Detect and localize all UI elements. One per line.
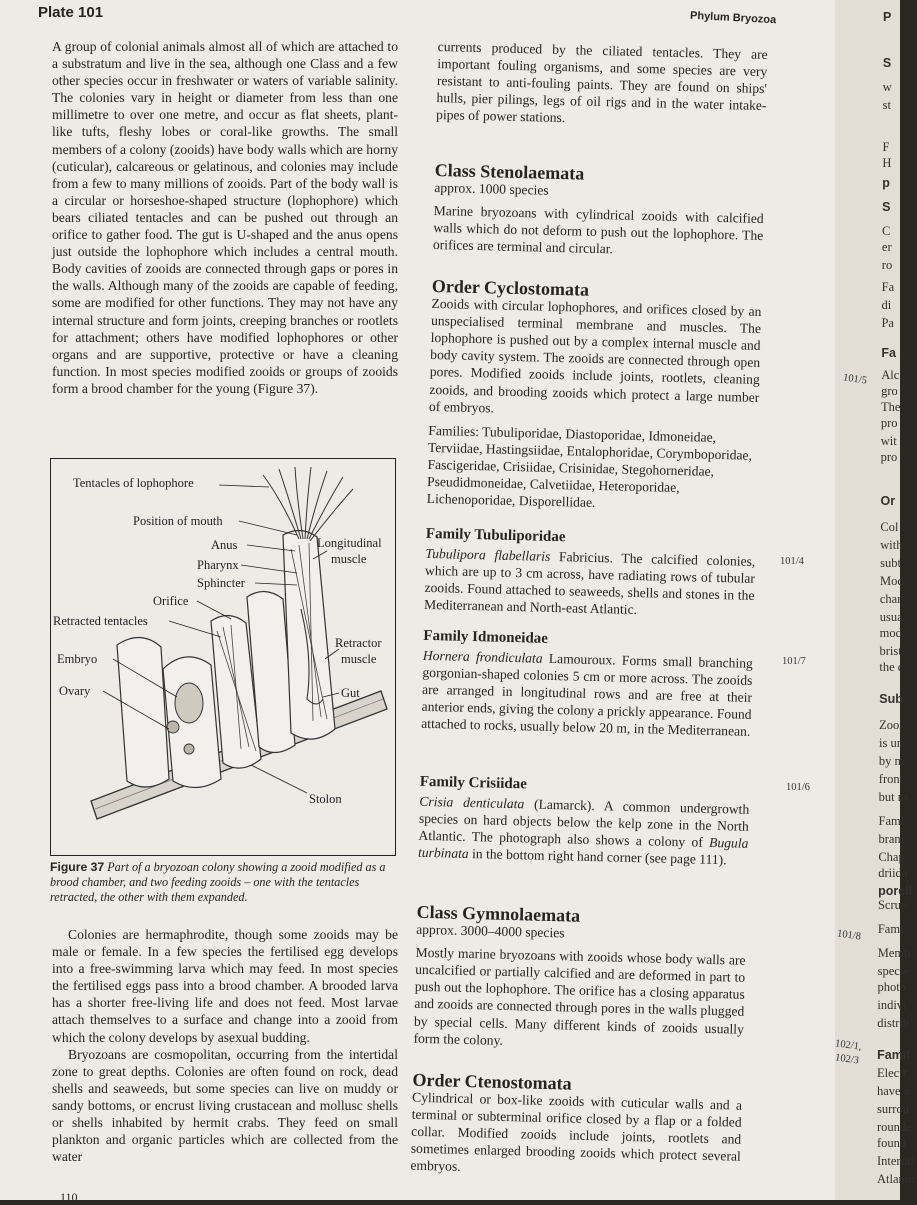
next-page-stub: Moc	[880, 574, 903, 588]
label-anus: Anus	[211, 538, 238, 552]
paragraph-cosmopolitan: Bryozoans are cosmopolitan, occurring from the intertidal zone to great depths. Colonies are often found on rock, dead shells and seaweeds, but some species can live on muddy or sandy bottoms, or encrust living crustacean and mollusc shells or shells inhabited by hermit crabs. They feed on small plankton and organic particles which are collected from the water	[52, 1046, 398, 1165]
next-page-stub: indivi	[877, 998, 907, 1012]
next-page-stub: p	[882, 176, 890, 190]
next-page-edge	[834, 0, 917, 1200]
hornera-author: Lamouroux.	[548, 650, 616, 668]
next-page-stub: C	[882, 224, 891, 238]
right-column	[410, 38, 768, 1175]
order-cyclostomata-text: Zooids with circular lophophores, and orifices closed by an unspecialised terminal membrane and muscles. The lophophore is pushed out by a complex internal muscle and body cavity system. The zooids are connected through open pores. Modified zooids include joints, rootlets, cleaning zooids, and brooding zooids which protect a large number of embryos.	[428, 296, 762, 416]
next-page-stub: Zooi	[879, 718, 903, 732]
next-page-stub: char	[879, 592, 902, 606]
family-crisiidae	[418, 774, 750, 877]
continued-text: currents produced by the ciliated tentacles. They are important fouling organisms, and some species are very resistant to anti-fouling paints. They are found on ships' hulls, pier pilings, legs of oil rigs and in the water intake-pipes of power stations.	[435, 38, 768, 126]
label-retracted: Retracted tentacles	[53, 614, 148, 628]
next-page-text-stubs	[877, 0, 917, 1200]
next-page-stub: subt	[880, 556, 901, 570]
class-gymnolaemata	[413, 901, 747, 1062]
plate-header: Plate 101	[38, 4, 104, 21]
next-page-stub: distrib	[877, 1016, 910, 1030]
next-page-stub: brani	[878, 832, 905, 846]
label-longitudinal: Longitudinal	[317, 536, 382, 550]
order-cyclostomata-title: Order Cyclostomata	[431, 275, 590, 300]
next-page-stub: specie	[877, 964, 909, 978]
label-pharynx: Pharynx	[197, 558, 239, 572]
next-page-stub: brist	[879, 644, 902, 658]
next-page-stub: pro	[880, 450, 898, 464]
family-tubuliporidae	[424, 526, 756, 629]
crisia-text-end: in the bottom right hand corner (see page 111).	[471, 846, 727, 868]
left-column	[52, 38, 398, 404]
order-cyclostomata-families: Families: Tubuliporidae, Diastoporidae, Idmoneidae, Terviidae, Hastingsiidae, Entalophoridae, Corymboporidae, Fascigeridae, Crisiidae, Crisinidae, Stegohorneridae, Pseudidmoneidae, Calvetiidae, Heteroporidae, Lichenoporidae, Disporellidae.	[426, 422, 753, 511]
next-page-stub: photo	[877, 980, 906, 994]
class-gymnolaemata-text: Mostly marine bryozoans with zooids whose body walls are uncalcified or partially calcified and are deformed in part to push out the lophophore. The orifice has a closing apparatus and zooids are connected through pores in the walls plugged by special cells. Many different kinds of zooids usually form the colony.	[413, 944, 746, 1048]
next-page-stub: rounde	[877, 1120, 912, 1134]
label-retractor: Retractor	[335, 636, 382, 650]
next-page-stub: Sub	[879, 692, 903, 706]
ref-101-7: 101/7	[782, 656, 806, 667]
next-page-stub: wit	[880, 434, 897, 448]
next-page-stub: Scrup	[877, 898, 908, 912]
label-ovary: Ovary	[59, 684, 91, 698]
ref-101-6: 101/6	[786, 782, 810, 793]
tubulipora-text: The calcified colonies, which are up to 3 cm across, have radiating rows of tubular zooids. Found attached to seaweeds, shells and stones in the Mediterranean and North-east Atlantic.	[423, 550, 756, 618]
class-stenolaemata	[432, 159, 765, 269]
next-page-stub: but m	[878, 790, 908, 804]
next-page-stub: pro	[880, 416, 898, 430]
paragraph-hermaphrodite: Colonies are hermaphrodite, though some zooids may be male or female. In a few species the fertilised egg develops into a free-swimming larva which may feed. In most species the fertilised eggs pass into a brood chamber. A brooded larva has a shorter free-living life and does not feed. Most larvae attach themselves to a surface and change into a zooid from which the colony develops by asexual budding.	[52, 927, 398, 1045]
label-stolon: Stolon	[309, 792, 342, 806]
next-page-stub: mod	[879, 626, 902, 640]
class-stenolaemata-count: approx. 1000 species	[434, 180, 549, 198]
next-page-stub: the c	[879, 660, 904, 674]
left-column-lower	[52, 926, 398, 1172]
next-page-stub: Intertid	[877, 1154, 914, 1168]
crisia-species: Crisia denticulata	[419, 793, 525, 812]
hornera-species: Hornera frondiculata	[422, 647, 543, 666]
next-page-stub: er	[881, 240, 892, 254]
class-gymnolaemata-title: Class Gymnolaemata	[416, 901, 581, 926]
crisia-author: (Lamarck).	[533, 796, 595, 814]
label-muscle1: muscle	[331, 552, 367, 566]
next-page-stub: H	[882, 156, 892, 170]
next-page-stub: Electr	[877, 1066, 907, 1080]
class-stenolaemata-title: Class Stenolaemata	[434, 159, 585, 184]
tubulipora-species: Tubulipora flabellaris	[425, 545, 551, 564]
label-orifice: Orifice	[153, 594, 189, 608]
next-page-stub: Famil	[877, 1048, 910, 1062]
next-page-stub: found	[877, 1136, 907, 1150]
next-page-stub: Col	[880, 520, 899, 534]
next-page-stub: Atlantic	[877, 1172, 917, 1186]
figure-37	[50, 458, 396, 856]
next-page-stub: st	[882, 98, 891, 112]
ref-102-1: 102/1,	[834, 1038, 863, 1053]
class-stenolaemata-text: Marine bryozoans with cylindrical zooids with calcified walls which do not deform to push out the lophophore. The orifices are terminal and circular.	[432, 203, 764, 257]
next-page-stub: Or	[880, 494, 896, 508]
empty-zooid	[117, 637, 169, 787]
next-page-stub: S	[882, 56, 892, 70]
embryo-shape	[175, 683, 203, 723]
next-page-stub: Fa	[881, 346, 896, 360]
intro-paragraph: A group of colonial animals almost all of which are attached to a substratum and live in the sea, although one Class and a few other species occur in freshwater or waters of variable salinity. The colonies vary in height or diameter from less than one millimetre to over one metre, and occur as flat sheets, plant-like tufts, fleshy lobes or coral-like growths. The small members of a colony (zooids) have body walls which are horny (cuticular), calcareous or gelatinous, and colonies may include from a few to many millions of zooids. Part of the body wall is a circular or horseshoe-shaped structure (lophophore) which bears ciliated tentacles and can be pushed out through an orifice to gather food. The gut is U-shaped and the anus opens just outside the lophophore which includes a central mouth. Body cavities of zooids are connected through gaps or pores in the walls. Although many of the zooids are capable of feeding, some are modified for other functions. They may not have any internal structure and form joints, creeping branches or rootlets for attachment; others have modified lophophores or other organs and are supportive, protective or have a cleaning function. In most species modified zooids or groups of zooids form a brood chamber for the young (Figure 37).	[52, 39, 398, 396]
order-ctenostomata-title: Order Ctenostomata	[412, 1069, 572, 1094]
family-tubuliporidae-title: Family Tubuliporidae	[425, 525, 566, 546]
next-page-stub: usua	[879, 610, 903, 624]
next-page-stub: S	[882, 200, 891, 214]
next-page-stub: Fa	[881, 280, 895, 294]
family-idmoneidae-title: Family Idmoneidae	[423, 627, 549, 647]
label-muscle2: muscle	[341, 652, 377, 666]
next-page-stub: Pa	[881, 316, 894, 330]
next-page-stub: driida	[878, 866, 908, 880]
next-page-stub: Chap	[878, 850, 905, 864]
next-page-stub: The	[880, 400, 901, 414]
next-page-stub: di	[881, 298, 892, 312]
label-embryo: Embryo	[57, 652, 98, 666]
order-ctenostomata	[410, 1069, 743, 1190]
figure-caption	[50, 860, 402, 905]
ref-101-8: 101/8	[836, 928, 862, 943]
next-page-stub: Fami	[877, 922, 904, 936]
family-idmoneidae	[421, 628, 754, 748]
next-page-stub: with	[880, 538, 903, 552]
next-page-stub: surrou	[877, 1102, 909, 1116]
page-number: 110	[60, 1190, 78, 1204]
crisia-text: A common undergrowth species on hard objects below the kelp zone in the North Atlantic. The photograph also shows a colony of	[418, 798, 750, 850]
next-page-stub: gro	[881, 384, 898, 398]
next-page-stub: P	[883, 10, 892, 24]
label-gut: Gut	[341, 686, 360, 700]
bugula-species: Bugula turbinata	[417, 835, 749, 862]
class-gymnolaemata-count: approx. 3000–4000 species	[416, 921, 565, 941]
order-cyclostomata	[426, 275, 762, 522]
next-page-stub: F	[882, 140, 890, 154]
next-page-stub: Memb	[877, 946, 911, 960]
next-page-stub: porell	[878, 884, 913, 898]
bryozoan-diagram	[51, 459, 395, 855]
caption-text: Part of a bryozoan colony showing a zooid modified as a brood chamber, and two feeding zooids – one with the tentacles retracted, the other with them expanded.	[50, 860, 386, 904]
next-page-stub: Alc	[881, 368, 900, 382]
label-sphincter: Sphincter	[197, 576, 245, 590]
label-mouth: Position of mouth	[133, 514, 223, 528]
next-page-stub: have a	[877, 1084, 910, 1098]
order-ctenostomata-text: Cylindrical or box-like zooids with cuticular walls and a terminal or subterminal orifice closed by a flap or a folded collar. Modified zooids include joints, rootlets and sometimes enlarged brooding zooids which protect several embryos.	[410, 1089, 743, 1175]
ref-102-3: 102/3	[834, 1052, 860, 1067]
label-tentacles: Tentacles of lophophore	[73, 476, 194, 490]
next-page-stub: is un	[879, 736, 903, 750]
next-page-stub: ro	[881, 258, 893, 272]
tubulipora-author: Fabricius.	[558, 549, 614, 566]
continued-paragraph	[436, 38, 768, 139]
ref-101-4: 101/4	[780, 556, 804, 567]
family-crisiidae-title: Family Crisiidae	[419, 773, 528, 793]
next-page-stub: w	[882, 80, 892, 94]
next-page-stub: by m	[878, 754, 905, 768]
phylum-header: Phylum Bryozoa	[689, 9, 777, 27]
next-page-stub: Fami	[878, 814, 905, 828]
hornera-text: Forms small branching gorgonian-shaped colonies 5 cm or more across. The zooids are arranged in longitudinal rows and are free at their anterior ends, giving the colony a prickly appearance. Found attached to rocks, usually below 20 m, in the Mediterranean.	[421, 652, 753, 740]
ref-101-5: 101/5	[842, 372, 868, 387]
caption-number: Figure 37	[50, 860, 105, 874]
next-page-stub: front	[878, 772, 904, 786]
